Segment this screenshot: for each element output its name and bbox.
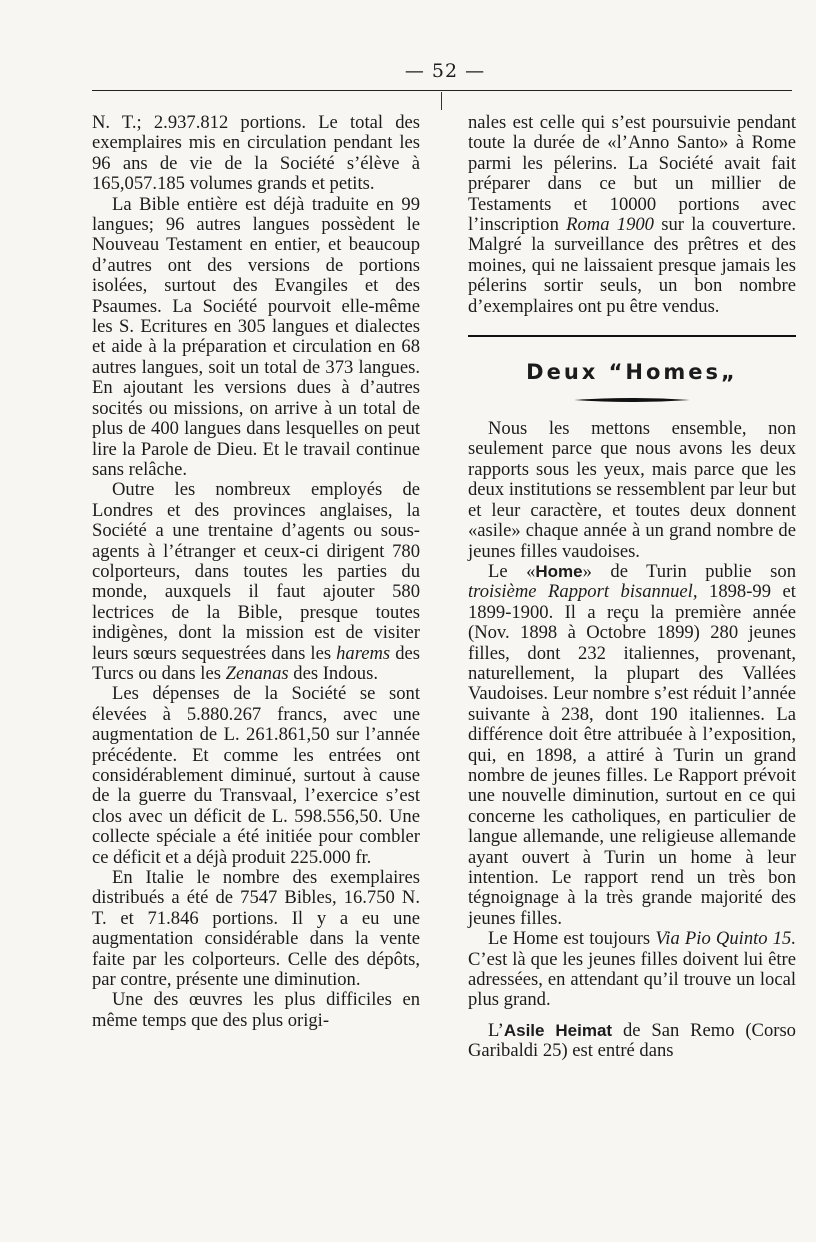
header-rule	[92, 90, 792, 91]
section-rule	[468, 335, 796, 337]
italic-term: troisième Rapport bisannuel,	[468, 581, 698, 603]
paragraph: Nous les mettons ensemble, non seulement parce que nous avons les deux rapports sous les yeux, mais parce que les deux institutions se ressemblent par leur but et leur caractère, et toutes deux donnent «asile» chaque année à un grand nombre de jeunes filles vaudoises.	[468, 418, 796, 562]
right-column	[468, 113, 796, 1062]
paragraph: Les dépenses de la Société se sont élevées à 5.880.267 francs, avec une augmentation de L. 261.861,50 sur l’année précédente. Et comme les entrées ont considérablement diminué, surtout à cause de la guerre du Transvaal, l’exercice s’est clos avec un déficit de L. 598.556,50. Une collecte spéciale a été initiée pour combler ce déficit et a déjà produit 225.000 fr.	[92, 683, 420, 868]
page-number: — 52 —	[404, 60, 486, 82]
bold-term: Asile Heimat	[503, 1020, 613, 1040]
column-divider	[441, 92, 442, 110]
italic-term: harems	[336, 642, 391, 664]
paragraph: nales est celle qui s’est poursuivie pendant toute la durée de «l’Anno Santo» à Rome parmi les pélerins. La Société avait fait préparer dans ce but un millier de Testaments et 10000 portions avec l’inscription Roma 1900 sur la couverture. Malgré la surveillance des prêtres et des moines, qui ne laissaient presque jamais les pélerins sortir seuls, un bon nombre d’exemplaires ont pu être vendus.	[468, 112, 797, 317]
paragraph: Le «Home» de Turin publie son troisième Rapport bisannuel, 1898-99 et 1899-1900. Il a reçu la première année (Nov. 1898 à Octobre 1899) 280 jeunes filles, dont 232 italiennes, provenant, naturellement, la plupart des Vallées Vaudoises. Leur nombre s’est réduit l’année suivante à 238, dont 190 italiennes. La différence doit être attribuée à l’exposition, qui, en 1898, a attiré à Turin un grand nombre de jeunes filles. Le Rapport prévoit une nouvelle diminution, surtout en ce qui concerne les catholiques, en particulier de langue allemande, une religieuse allemande ayant ouvert à Turin un home à leur intention. Le rapport rend un très bon tégnoignage à la très grande majorité des jeunes filles.	[468, 560, 796, 929]
paragraph: N. T.; 2.937.812 portions. Le total des exemplaires mis en circulation pendant les 96 ans de vie de la Société s’élève à 165,057.185 volumes grands et petits.	[92, 112, 420, 195]
section-title: Deux “Homes„	[526, 360, 738, 385]
paragraph: Une des œuvres les plus difficiles en même temps que des plus origi-	[92, 989, 420, 1031]
italic-term: Via Pio Quinto 15.	[655, 928, 796, 950]
paragraph: Le Home est toujours Via Pio Quinto 15. C’est là que les jeunes filles doivent lui être adressées, en attendant qu’il trouve un local plus grand.	[468, 928, 796, 1011]
italic-term: Zenanas	[225, 662, 289, 684]
paragraph: En Italie le nombre des exemplaires distribués a été de 7547 Bibles, 16.750 N. T. et 71.846 portions. Il y a eu une augmentation considérable dans la vente faite par les colporteurs. Celle des dépôts, par contre, présente une diminution.	[92, 867, 420, 991]
paragraph: L’Asile Heimat de San Remo (Corso Garibaldi 25) est entré dans	[468, 1019, 796, 1062]
left-column	[92, 113, 420, 1031]
italic-term: Roma 1900	[566, 214, 654, 236]
bold-term: Home	[535, 561, 583, 581]
paragraph: La Bible entière est déjà traduite en 99 langues; 96 autres langues possèdent le Nouveau Testament en entier, et beaucoup d’autres ont des versions de portions isolées, surtout des Evangiles et des Psaumes. La Société pourvoit elle-même les S. Ecritures en 305 langues et dialectes et aide à la préparation et circulation en 68 autres langues, soit un total de 373 langues. En ajoutant les versions dues à d’autres socités ou missions, on arrive à un total de plus de 400 langues dans lesquelles on peut lire la Parole de Dieu. Et le travail continue sans relâche.	[92, 193, 420, 480]
ornament-divider	[572, 395, 692, 405]
paragraph: Outre les nombreux employés de Londres et des provinces anglaises, la Société a une trentaine d’agents ou sous-agents à l’étranger et ceux-ci dirigent 780 colporteurs, dans toutes les parties du monde, auxquels il faut ajouter 580 lectrices de la Bible, presque toutes indigènes, dont la mission est de visiter leurs sœurs sequestrées dans les harems des Turcs ou dans les Zenanas des Indous.	[92, 479, 420, 684]
